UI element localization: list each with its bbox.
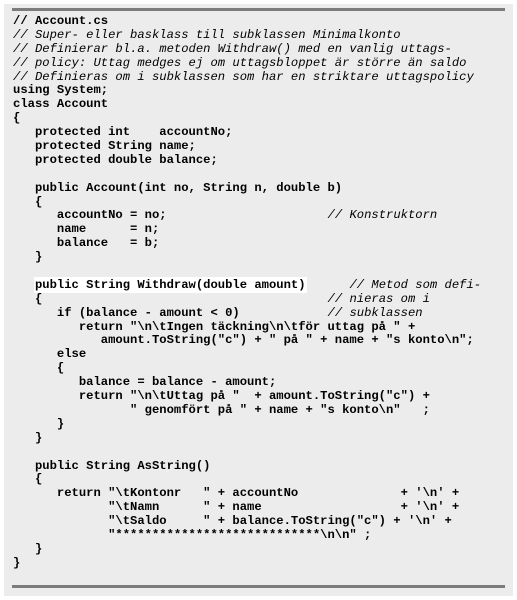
- code-line: [13, 404, 481, 418]
- code-line: [13, 307, 481, 321]
- code-text: protected double balance;: [13, 152, 218, 167]
- code-comment: // Konstruktorn: [327, 208, 438, 223]
- code-listing-panel: [4, 4, 513, 596]
- code-line: [13, 279, 481, 293]
- code-text: protected int accountNo;: [13, 125, 233, 140]
- code-line: [13, 487, 481, 501]
- code-text: {: [13, 291, 328, 306]
- code-line: [13, 112, 481, 126]
- code-line: [13, 376, 481, 390]
- code-text: " genomfört på " + name + "s konto\n" ;: [13, 402, 430, 417]
- code-text: {: [13, 194, 43, 209]
- code-text: return "\n\tIngen täckning\n\tför uttag på " +: [13, 319, 416, 334]
- code-text: }: [13, 416, 65, 431]
- highlighted-signature: public String Withdraw(double amount): [34, 277, 306, 292]
- code-line: [13, 501, 481, 515]
- code-text: accountNo = no;: [13, 208, 328, 223]
- code-text: "\tNamn " + name + '\n' +: [13, 500, 460, 515]
- code-line: [13, 196, 481, 210]
- code-text: }: [13, 541, 43, 556]
- code-line: [13, 334, 481, 348]
- code-text: if (balance - amount < 0): [13, 305, 328, 320]
- code-comment: // policy: Uttag medges ej om uttagsbloppet är större än saldo: [13, 55, 467, 70]
- code-text: using System;: [13, 83, 109, 98]
- code-line: [13, 168, 481, 182]
- code-text: balance = b;: [13, 236, 160, 251]
- code-line: [13, 43, 481, 57]
- code-text: protected String name;: [13, 139, 196, 154]
- code-line: [13, 460, 481, 474]
- code-text: amount.ToString("c") + " på " + name + "s konto\n";: [13, 333, 474, 348]
- code-line: [13, 29, 481, 43]
- code-text: "****************************\n\n" ;: [13, 527, 372, 542]
- bottom-rule: [12, 585, 505, 588]
- code-comment: // Metod som defi-: [349, 277, 482, 292]
- code-line: [13, 140, 481, 154]
- code-line: [13, 362, 481, 376]
- code-text: // Account.cs: [13, 14, 109, 28]
- code-line: [13, 432, 481, 446]
- code-text: return "\tKontonr " + accountNo + '\n' +: [13, 486, 460, 501]
- code-line: [13, 223, 481, 237]
- code-text: }: [13, 555, 21, 570]
- code-comment: // subklassen: [327, 305, 423, 320]
- code-line: [13, 154, 481, 168]
- code-line: [13, 265, 481, 279]
- code-text: {: [13, 472, 43, 487]
- code-comment: // Super- eller basklass till subklassen Minimalkonto: [13, 27, 401, 42]
- code-line: [13, 126, 481, 140]
- code-text: [13, 278, 35, 292]
- code-line: [13, 348, 481, 362]
- code-line: [13, 390, 481, 404]
- code-text: balance = balance - amount;: [13, 375, 277, 390]
- code-text: {: [13, 111, 21, 126]
- code-text: public Account(int no, String n, double b): [13, 180, 343, 195]
- code-comment: // Definierar bl.a. metoden Withdraw() med en vanlig uttags-: [13, 41, 452, 56]
- code-line: [13, 182, 481, 196]
- code-text: {: [13, 361, 65, 376]
- top-rule: [12, 8, 505, 11]
- code-line: [13, 57, 481, 71]
- code-line: [13, 543, 481, 557]
- code-line: [13, 446, 481, 460]
- code-line: [13, 71, 481, 85]
- code-line: [13, 251, 481, 265]
- code-line: [13, 293, 481, 307]
- code-line: [13, 529, 481, 543]
- code-text: return "\n\tUttag på " + amount.ToString("c") +: [13, 389, 430, 404]
- code-text: "\tSaldo " + balance.ToString("c") + '\n' +: [13, 514, 452, 529]
- code-line: [13, 418, 481, 432]
- code-text: name = n;: [13, 222, 160, 237]
- code-text: }: [13, 250, 43, 265]
- code-line: [13, 515, 481, 529]
- code-line: [13, 557, 481, 571]
- code-line: [13, 321, 481, 335]
- code-line: [13, 15, 481, 29]
- code-line: [13, 237, 481, 251]
- code-text: public String AsString(): [13, 458, 211, 473]
- code-line: [13, 209, 481, 223]
- code-comment: // Definieras om i subklassen som har en striktare uttagspolicy: [13, 69, 474, 84]
- code-comment: // nieras om i: [327, 291, 430, 306]
- code-line: [13, 98, 481, 112]
- code-text: [306, 278, 350, 292]
- code-text: else: [13, 347, 87, 362]
- code-text: }: [13, 430, 43, 445]
- code-line: [13, 473, 481, 487]
- code-text: class Account: [13, 97, 109, 112]
- source-code: [13, 15, 481, 571]
- code-line: [13, 84, 481, 98]
